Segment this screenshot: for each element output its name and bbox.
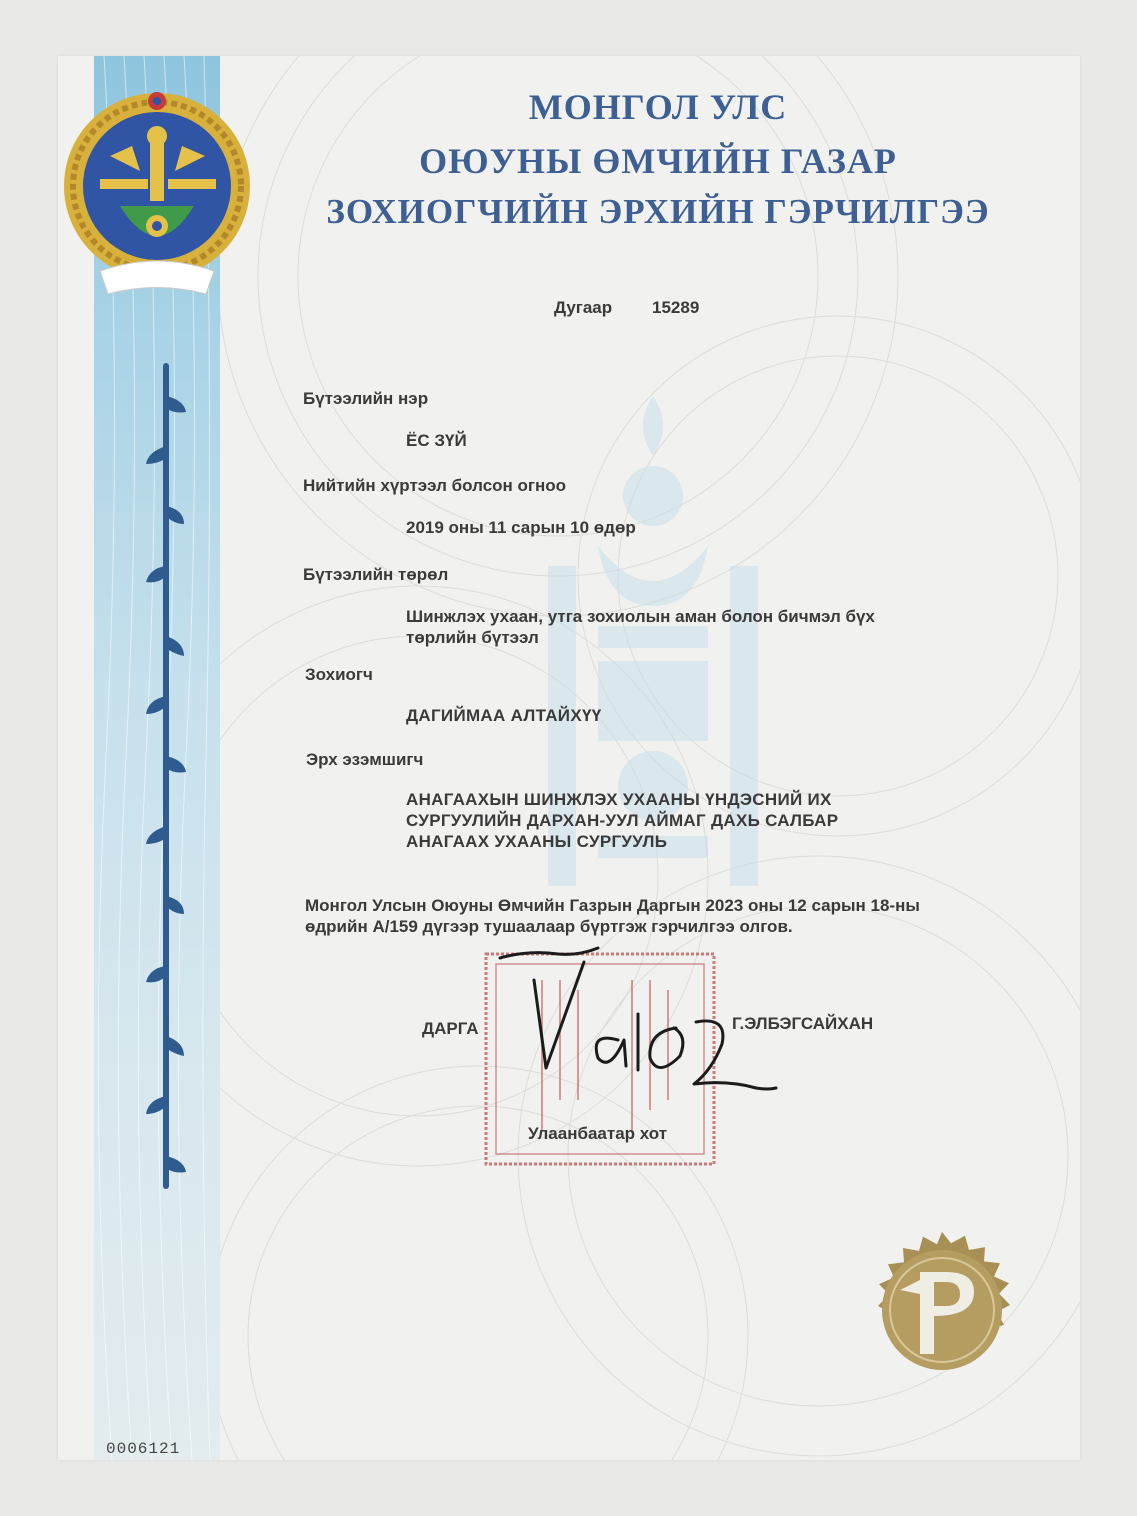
city-label: Улаанбаатар хот	[528, 1124, 668, 1143]
title-line-1: МОНГОЛ УЛС	[528, 87, 788, 127]
rights-holder-label: Эрх эзэмшигч	[306, 750, 424, 769]
work-type-value-line-1: Шинжлэх ухаан, утга зохиолын аман болон бичмэл бүх	[406, 607, 875, 626]
rights-holder-value-line-3: АНАГААХ УХААНЫ СУРГУУЛЬ	[406, 832, 668, 851]
work-name-value: ЁС ЗҮЙ	[406, 431, 467, 450]
number-label: Дугаар	[554, 298, 613, 317]
work-type-value-line-2: төрлийн бүтээл	[406, 628, 539, 647]
issuance-text-line-1: Монгол Улсын Оюуны Өмчийн Газрын Даргын 2023 оны 12 сарын 18-ны	[305, 896, 920, 915]
mongolian-script-icon	[136, 356, 196, 1196]
title-line-2: ОЮУНЫ ӨМЧИЙН ГАЗАР	[419, 141, 897, 181]
number-value: 15289	[652, 298, 700, 317]
state-emblem-icon	[60, 76, 254, 316]
signatory-name: Г.ЭЛБЭГСАЙХАН	[732, 1014, 874, 1033]
ip-office-seal-icon	[854, 1220, 1030, 1396]
rights-holder-value-line-2: СУРГУУЛИЙН ДАРХАН-УУЛ АЙМАГ ДАХЬ САЛБАР	[406, 811, 839, 830]
certificate-paper	[58, 56, 1080, 1460]
author-value: ДАГИЙМАА АЛТАЙХҮҮ	[406, 706, 602, 725]
publication-date-value: 2019 оны 11 сарын 10 өдөр	[406, 518, 636, 537]
serial-number: 0006121	[106, 1440, 181, 1458]
publication-date-label: Нийтийн хүртээл болсон огноо	[303, 476, 567, 495]
rights-holder-value-line-1: АНАГААХЫН ШИНЖЛЭХ УХААНЫ ҮНДЭСНИЙ ИХ	[406, 790, 832, 809]
issuance-text-line-2: өдрийн А/159 дүгээр тушаалаар бүртгэж гэрчилгээ олгов.	[305, 917, 793, 936]
title-line-3: ЗОХИОГЧИЙН ЭРХИЙН ГЭРЧИЛГЭЭ	[326, 192, 990, 231]
author-label: Зохиогч	[305, 665, 373, 684]
work-type-label: Бүтээлийн төрөл	[303, 565, 449, 584]
work-name-label: Бүтээлийн нэр	[303, 389, 429, 408]
signature-icon	[498, 940, 778, 1130]
signatory-title: ДАРГА	[422, 1019, 479, 1038]
